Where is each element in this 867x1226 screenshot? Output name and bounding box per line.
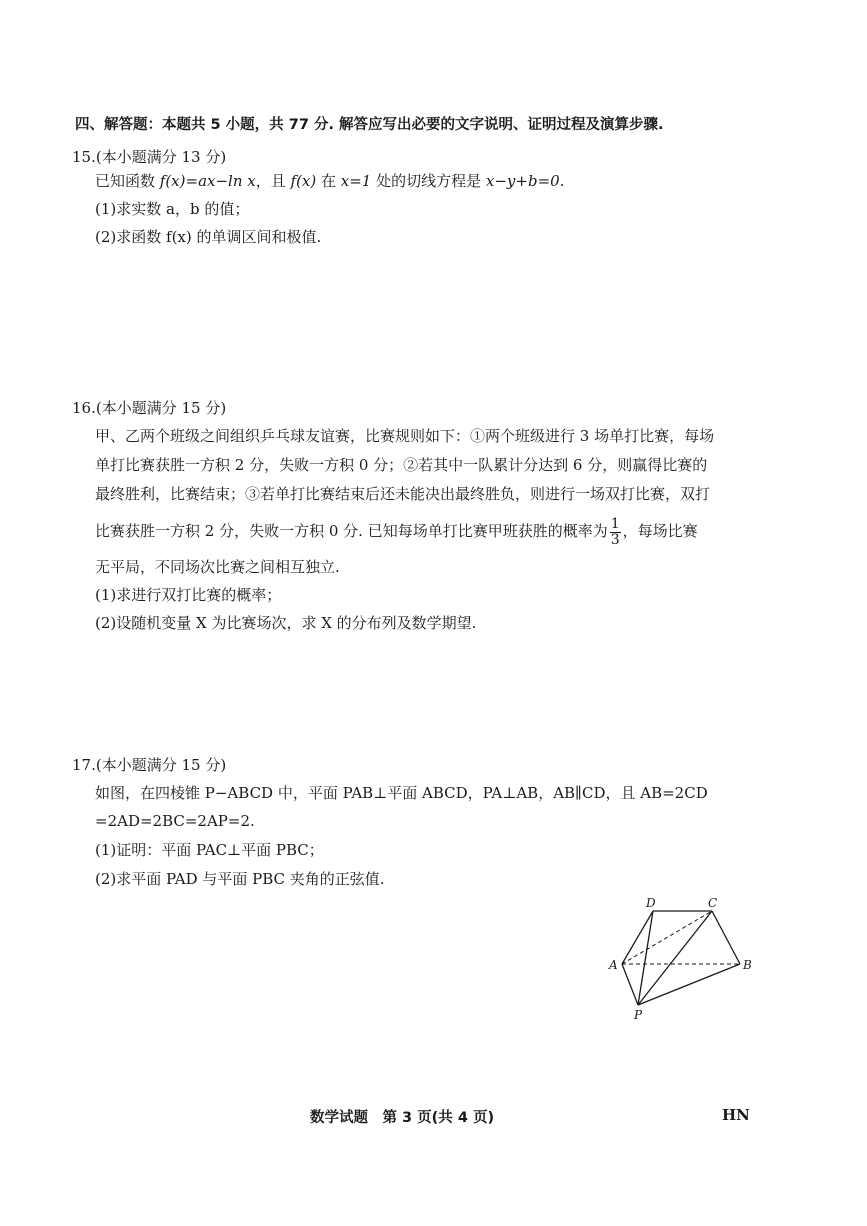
q16-part1: (1)求进行双打比赛的概率； (95, 586, 282, 604)
vertex-label-P: P (634, 1008, 643, 1022)
q16-line1: 甲、乙两个班级之间组织乒乓球友谊赛，比赛规则如下：①两个班级进行 3 场单打比赛，每场 (95, 427, 715, 445)
q16-line4-text: 比赛获胜一方积 2 分，失败一方积 0 分. 已知每场单打比赛甲班获胜的概率为 (95, 522, 608, 540)
q15-part1: (1)求实数 a，b 的值； (95, 200, 250, 218)
edge-AP (622, 964, 638, 1005)
q17-line1: 如图，在四棱锥 P−ABCD 中，平面 PAB⊥平面 ABCD，PA⊥AB，AB∥CD，且 AB=2CD (95, 784, 708, 802)
q15-stem-text: 处的切线方程是 (371, 172, 486, 190)
q16-score: (本小题满分 15 分) (95, 399, 227, 417)
q15-stem-text: 在 (316, 172, 341, 190)
q17-line2: =2AD=2BC=2AP=2. (95, 812, 255, 830)
q16-line4-text: ，每场比赛 (622, 522, 698, 540)
q15-tangent-equation: x−y+b=0 (485, 172, 560, 190)
q16-line4 (95, 514, 698, 548)
edge-PC (638, 911, 712, 1005)
q16-line5: 无平局，不同场次比赛之间相互独立. (95, 558, 340, 576)
q17-part1: (1)证明：平面 PAC⊥平面 PBC； (95, 841, 324, 859)
edge-CB (712, 911, 740, 964)
vertex-label-C: C (708, 896, 718, 910)
edge-AC-hidden (622, 911, 712, 964)
q15-stem-text: . (559, 172, 565, 190)
vertex-label-D: D (646, 896, 656, 910)
page-footer: 数学试题 第 3 页(共 4 页) (310, 1110, 495, 1126)
q15-function: f(x)=ax−ln x (159, 172, 256, 190)
q17-number: 17. (72, 756, 96, 774)
q15-header (72, 147, 226, 167)
q15-part2: (2)求函数 f(x) 的单调区间和极值. (95, 228, 322, 246)
q17-score: (本小题满分 15 分) (95, 756, 227, 774)
q16-line2: 单打比赛获胜一方积 2 分，失败一方积 0 分；②若其中一队累计分达到 6 分，则赢得比赛的 (95, 456, 708, 474)
q17-header (72, 755, 226, 775)
q16-part2: (2)设随机变量 X 为比赛场次，求 X 的分布列及数学期望. (95, 614, 477, 632)
q15-function-ref: f(x) (290, 172, 317, 190)
q15-stem-text: ，且 (255, 172, 291, 190)
q15-stem (95, 171, 564, 191)
q15-number: 15. (72, 148, 96, 166)
q15-score: (本小题满分 13 分) (95, 148, 227, 166)
q16-number: 16. (72, 399, 96, 417)
vertex-label-B: B (743, 958, 752, 972)
q17-part2: (2)求平面 PAD 与平面 PBC 夹角的正弦值. (95, 870, 385, 888)
q16-header (72, 398, 226, 418)
section-heading: 四、解答题：本题共 5 小题，共 77 分. 解答应写出必要的文字说明、证明过程及演算步骤. (75, 117, 664, 133)
edge-PB (638, 964, 740, 1005)
pyramid-figure (598, 890, 768, 1025)
footer-code: HN (722, 1106, 750, 1124)
q16-line3: 最终胜利，比赛结束；③若单打比赛结束后还未能决出最终胜负，则进行一场双打比赛，双打 (95, 485, 711, 503)
q15-stem-text: 已知函数 (95, 172, 160, 190)
fraction-numerator: 1 (610, 515, 620, 532)
vertex-label-A: A (609, 958, 618, 972)
fraction-denominator: 3 (610, 531, 620, 548)
q16-probability-fraction (610, 517, 621, 548)
q15-point: x=1 (340, 172, 372, 190)
